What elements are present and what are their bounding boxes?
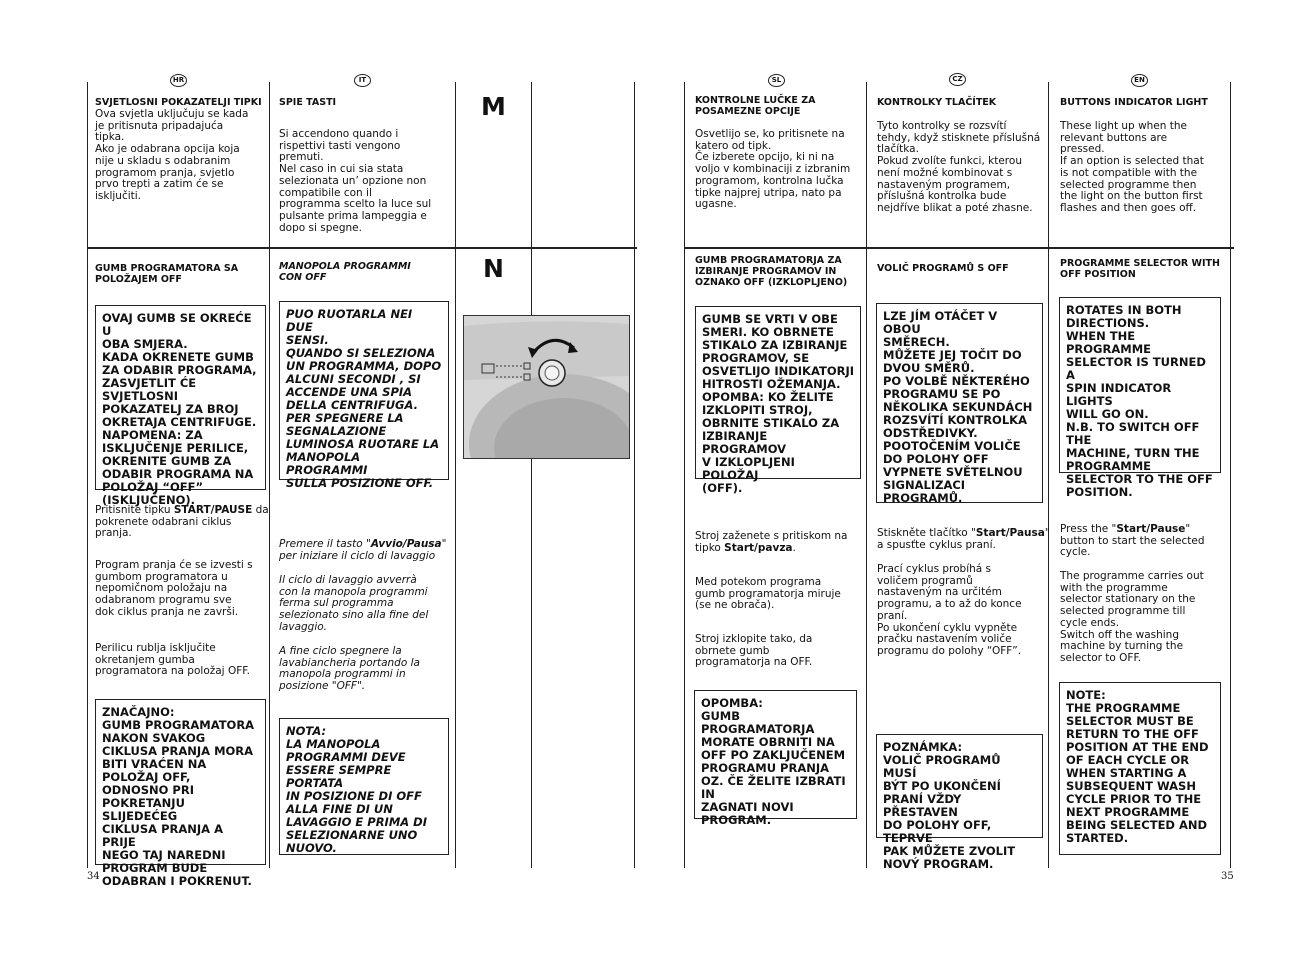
cz-text-cycle: Prací cyklus probíhá s voličem programů nastaveným na určitém programu, a to až do konce praní. Po ukončení cyklu vypněte pračku nastavením voliče programu do polohy “OFF”. [877, 563, 1022, 657]
page-number-left: 34 [87, 871, 100, 882]
cz-text-indicator: Tyto kontrolky se rozsvítí tehdy, když stisknete příslušná tlačítka. Pokud zvolíte funkci, kterou není možné kombinovat s nastaveným programem, příslušná kontrolka bude nejdříve blikat a poté zhasne. [877, 120, 1041, 214]
washing-machine-panel-illustration [463, 315, 630, 459]
section-letter-m: M [481, 92, 506, 121]
sl-text-start-b: Start/pavza [724, 541, 793, 554]
section-letter-n: N [483, 254, 504, 283]
cz-text-start-b: Start/Pausa [975, 527, 1045, 539]
sl-text-indicator: Osvetlijo se, ko pritisnete na katero od tipk. Če izberete opcijo, ki ni na voljo v kombinaciji z izbranim programom, kontrolna lučka tipke najprej utripa, nato pa ugasne. [695, 128, 851, 211]
sl-heading-indicator: KONTROLNE LUČKE ZA POSAMEZNE OPCIJE [695, 95, 816, 117]
hr-text-start-a: Pritisnite tipku [95, 504, 174, 516]
cz-text-start-c: " a spusťte cyklus praní. [877, 527, 1050, 551]
machine-drawing [464, 316, 629, 458]
language-flag-cz: CZ [949, 73, 966, 86]
en-text-cycle: The programme carries out with the programme selector stationary on the selected programme till cycle ends. Switch off the washing machine by turning the selector to OFF. [1060, 570, 1204, 664]
hr-box-selector: OVAJ GUMB SE OKREĆE U OBA SMJERA. KADA OKRENETE GUMB ZA ODABIR PROGRAMA, ZASVJETLIT ĆE SVJETLOSNI POKAZATELJ ZA BROJ OKRETAJA CENTRIFUGE. NAPOMENA: ZA ISKLJUČENJE PERILICE, OKRENITE GUMB ZA ODABIR PROGRAMA NA POLOŽAJ “OFF” (ISKLJUČENO). [95, 305, 266, 490]
sl-text-cycle: Med potekom programa gumb programatorja miruje (se ne obrača). [695, 576, 841, 612]
hr-text-cycle: Program pranja će se izvesti s gumbom programatora u nepomičnom položaju na odabranom programu sve dok ciklus pranja ne završi. [95, 559, 253, 618]
it-heading-indicator: SPIE TASTI [279, 97, 337, 108]
cz-heading-indicator: KONTROLKY TLAČÍTEK [877, 97, 997, 108]
en-heading-selector: PROGRAMME SELECTOR WITH OFF POSITION [1060, 258, 1220, 280]
en-text-start-c: " button to start the selected cycle. [1060, 523, 1205, 559]
language-flag-it: IT [354, 74, 371, 87]
it-text-off: A fine ciclo spegnere la lavabiancheria portando la manopola programmi in posizione "OFF". [279, 645, 420, 693]
cz-box-selector: LZE JÍM OTÁČET V OBOU SMĚRECH. MŮŽETE JEJ TOČIT DO DVOU SMĚRŮ. PO VOLBĚ NĚKTERÉHO PROGRAMU SE PO NĚKOLIKA SEKUNDÁCH ROZSVÍTÍ KONTROLKA ODSTŘEDIVKY. POOTOČENÍM VOLIČE DO POLOHY OFF VYPNETE SVĚTELNOU SIGNALIZACI PROGRAMŮ. [876, 303, 1043, 503]
it-text-start [279, 539, 446, 562]
it-heading-selector: MANOPOLA PROGRAMMI CON OFF [279, 261, 411, 283]
divider [87, 82, 88, 868]
hr-text-start-b: START/PAUSE [173, 504, 253, 516]
hr-heading-selector: GUMB PROGRAMATORA SA POLOŽAJEM OFF [95, 263, 239, 285]
it-text-cycle: Il ciclo di lavaggio avverrà con la manopola programmi ferma sul programma selezionato sino alla fine del lavaggio. [279, 574, 429, 633]
divider [866, 82, 867, 868]
it-text-start-c: " per iniziare il ciclo di lavaggio [279, 538, 447, 562]
language-flag-sl: SL [768, 74, 785, 87]
divider [531, 82, 532, 868]
divider [634, 82, 635, 868]
it-text-indicator: Si accendono quando i rispettivi tasti vengono premuti. Nel caso in cui sia stata selezionata un’ opzione non compatibile con il programma scelto la luce sul pulsante prima lampeggia e dopo si spegne. [279, 128, 432, 234]
cz-text-start-a: Stiskněte tlačítko " [877, 527, 976, 539]
it-text-start-b: Avvio/Pausa [370, 538, 442, 550]
en-text-start [1060, 524, 1205, 559]
sl-text-start [695, 531, 848, 554]
it-text-start-a: Premere il tasto " [279, 538, 371, 550]
en-box-selector: ROTATES IN BOTH DIRECTIONS. WHEN THE PROGRAMME SELECTOR IS TURNED A SPIN INDICATOR LIGHTS WILL GO ON. N.B. TO SWITCH OFF THE MACHINE, TURN THE PROGRAMME SELECTOR TO THE OFF POSITION. [1059, 297, 1221, 473]
cz-heading-selector: VOLIČ PROGRAMŮ S OFF [877, 263, 1009, 274]
sl-text-start-a: Stroj zaženete s pritiskom na tipko [695, 530, 848, 554]
row-divider [684, 247, 1234, 249]
row-divider [87, 247, 637, 249]
sl-box-note: OPOMBA: GUMB PROGRAMATORJA MORATE OBRNITI NA OFF PO ZAKLJUČENEM PROGRAMU PRANJA OZ. ČE ŽELITE IZBRATI IN ZAGNATI NOVI PROGRAM. [694, 690, 857, 819]
hr-text-off: Perilicu rublja isključite okretanjem gumba programatora na položaj OFF. [95, 642, 250, 678]
en-text-start-a: Press the " [1060, 523, 1117, 535]
hr-heading-indicator: SVJETLOSNI POKAZATELJI TIPKI [95, 97, 262, 108]
divider [1048, 82, 1049, 868]
hr-text-start-c: da pokrenete odabrani ciklus pranja. [95, 504, 269, 540]
hr-text-indicator: Ova svjetla uključuju se kada je pritisnuta pripadajuća tipka. Ako je odabrana opcija koja nije u skladu s odabranim programom pranja, svjetlo prvo trepti a zatim će se isključiti. [95, 108, 249, 202]
sl-box-selector: GUMB SE VRTI V OBE SMERI. KO OBRNETE STIKALO ZA IZBIRANJE PROGRAMOV, SE OSVETLIJO INDIKATORJI HITROSTI OŽEMANJA. OPOMBA: KO ŽELITE IZKLOPITI STROJ, OBRNITE STIKALO ZA IZBIRANJE PROGRAMOV V IZKLOPLJENI POLOŽAJ (OFF). [695, 306, 861, 479]
hr-text-start [95, 505, 269, 540]
cz-box-note: POZNÁMKA: VOLIČ PROGRAMŮ MUSÍ BÝT PO UKONČENÍ PRANÍ VŽDY PŘESTAVEN DO POLOHY OFF, TEPRVE PAK MŮŽETE ZVOLIT NOVÝ PROGRAM. [876, 734, 1043, 838]
divider [684, 82, 685, 868]
it-box-selector: PUO RUOTARLA NEI DUE SENSI. QUANDO SI SELEZIONA UN PROGRAMMA, DOPO ALCUNI SECONDI , SI ACCENDE UNA SPIA DELLA CENTRIFUGA. PER SPEGNERE LA SEGNALAZIONE LUMINOSA RUOTARE LA MANOPOLA PROGRAMMI SULLA POSIZIONE OFF. [279, 301, 449, 480]
divider [455, 82, 456, 868]
language-flag-en: EN [1131, 74, 1148, 87]
cz-text-start [877, 528, 1050, 551]
sl-text-off: Stroj izklopite tako, da obrnete gumb programatorja na OFF. [695, 633, 813, 669]
en-text-start-b: Start/Pause [1116, 523, 1186, 535]
en-text-indicator: These light up when the relevant buttons are pressed. If an option is selected that is not compatible with the selected programme then the light on the button first flashes and then goes off. [1060, 120, 1204, 214]
sl-text-start-c: . [792, 541, 796, 554]
page-number-right: 35 [1221, 871, 1234, 882]
sl-heading-selector: GUMB PROGRAMATORJA ZA IZBIRANJE PROGRAMOV IN OZNAKO OFF (IZKLOPLJENO) [695, 255, 848, 288]
en-box-note: NOTE: THE PROGRAMME SELECTOR MUST BE RETURN TO THE OFF POSITION AT THE END OF EACH CYCLE OR WHEN STARTING A SUBSEQUENT WASH CYCLE PRIOR TO THE NEXT PROGRAMME BEING SELECTED AND STARTED. [1059, 682, 1221, 855]
it-box-note: NOTA: LA MANOPOLA PROGRAMMI DEVE ESSERE SEMPRE PORTATA IN POSIZIONE DI OFF ALLA FINE DI UN LAVAGGIO E PRIMA DI SELEZIONARNE UNO NUOVO. [279, 718, 449, 855]
en-heading-indicator: BUTTONS INDICATOR LIGHT [1060, 97, 1208, 108]
hr-box-note: ZNAČAJNO: GUMB PROGRAMATORA NAKON SVAKOG CIKLUSA PRANJA MORA BITI VRAĆEN NA POLOŽAJ OFF, ODNOSNO PRI POKRETANJU SLIJEDEĆEG CIKLUSA PRANJA A PRIJE NEGO TAJ NAREDNI PROGRAM BUDE ODABRAN I POKRENUT. [95, 699, 266, 865]
divider [1230, 82, 1231, 868]
divider [269, 82, 270, 868]
language-flag-hr: HR [170, 74, 187, 87]
